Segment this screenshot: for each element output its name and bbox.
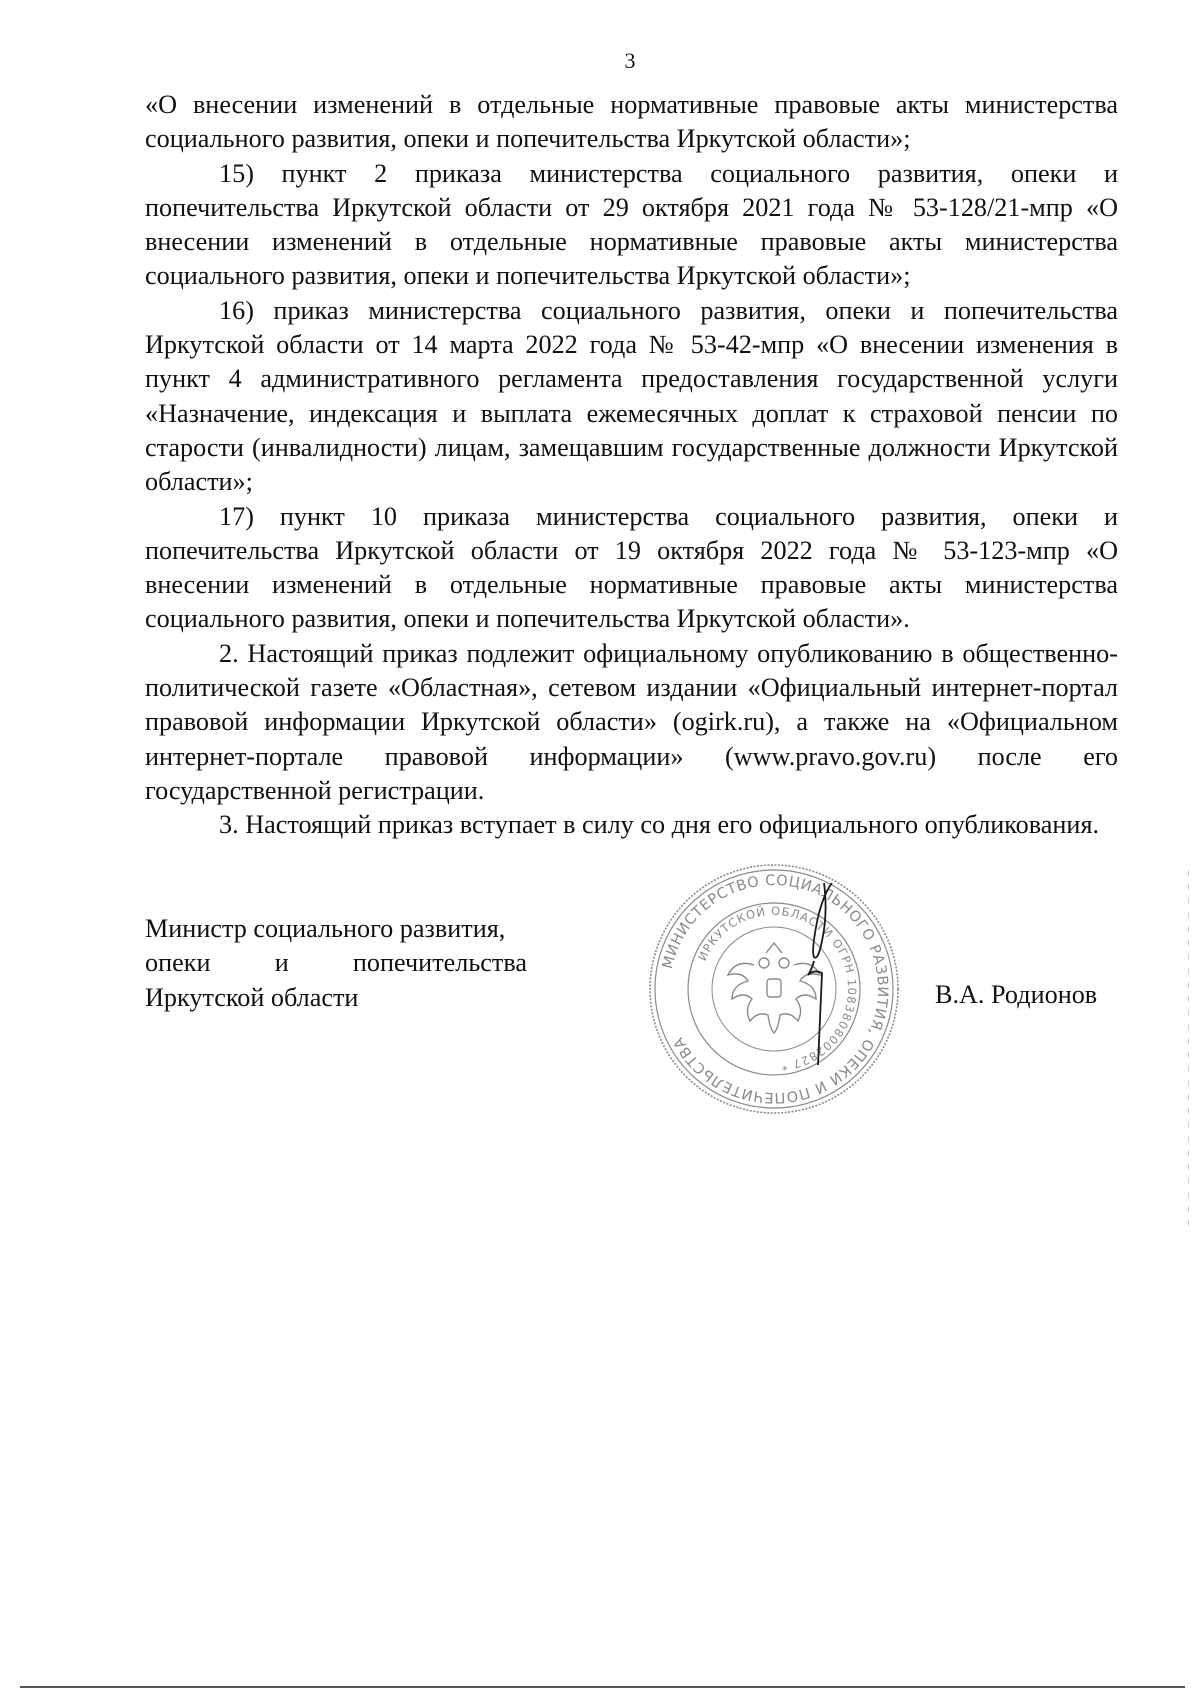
paragraph-publication: 2. Настоящий приказ подлежит официальному опубликованию в общественно-политической газете «Областная», сетевом издании «Официальный интернет-портал правовой информации Иркутской области» (ogirk.ru), а также на «Официальном интернет-портале правовой информации» (www.pravo.gov.ru) после его государственной регистрации. (145, 638, 1118, 805)
signatory-title-line: опеки и попечительства (145, 948, 527, 978)
stamp-inner-text: ИРКУТСКОЙ ОБЛАСТИ ОГРН 1083808002827 * (695, 903, 860, 1074)
paragraph-item-17: 17) пункт 10 приказа министерства социального развития, опеки и попечительства Иркутской области от 19 октября 2022 года № 53-123-мпр «О внесении изменений в отдельные нормативные правовые акты министерства социального развития, опеки и попечительства Иркутской области». (145, 501, 1118, 634)
page-number: 3 (624, 48, 636, 73)
official-seal-stamp (646, 861, 902, 1117)
signatory-title (145, 912, 527, 1015)
signatory-name: В.А. Родионов (935, 980, 1098, 1009)
scan-bottom-border (20, 1686, 1185, 1688)
paragraph-14-continuation: «О внесении изменений в отдельные нормативные правовые акты министерства социального развития, опеки и попечительства Иркутской области»; (145, 90, 1118, 154)
coat-of-arms-icon (728, 943, 820, 1033)
paragraph-item-16: 16) приказ министерства социального развития, опеки и попечительства Иркутской области от 14 марта 2022 года № 53-42-мпр «О внесении изменения в пункт 4 административного регламента предоставления государственной услуги «Назначение, индексация и выплата ежемесячных доплат к страховой пенсии по старости (инвалидности) лицам, замещавшим государственные должности Иркутской области»; (145, 295, 1118, 497)
signatory-title-line: Иркутской области (145, 982, 359, 1012)
document-body (145, 88, 1118, 843)
stamp-outer-text: МИНИСТЕРСТВО СОЦИАЛЬНОГО РАЗВИТИЯ, ОПЕКИ И ПОПЕЧИТЕЛЬСТВА (660, 872, 891, 1106)
paragraph-item-15: 15) пункт 2 приказа министерства социального развития, опеки и попечительства Иркутской области от 29 октября 2021 года № 53-128/21-мпр «О внесении изменений в отдельные нормативные правовые акты министерства социального развития, опеки и попечительства Иркутской области»; (145, 158, 1118, 291)
signatory-title-line: Министр социального развития, (145, 914, 506, 943)
paragraph-effective-date: 3. Настоящий приказ вступает в силу со дня его официального опубликования. (219, 810, 1100, 840)
scan-edge-artifact (1188, 870, 1189, 1230)
svg-text:ИРКУТСКОЙ ОБЛАСТИ ОГРН 1083808 (695, 903, 859, 1073)
